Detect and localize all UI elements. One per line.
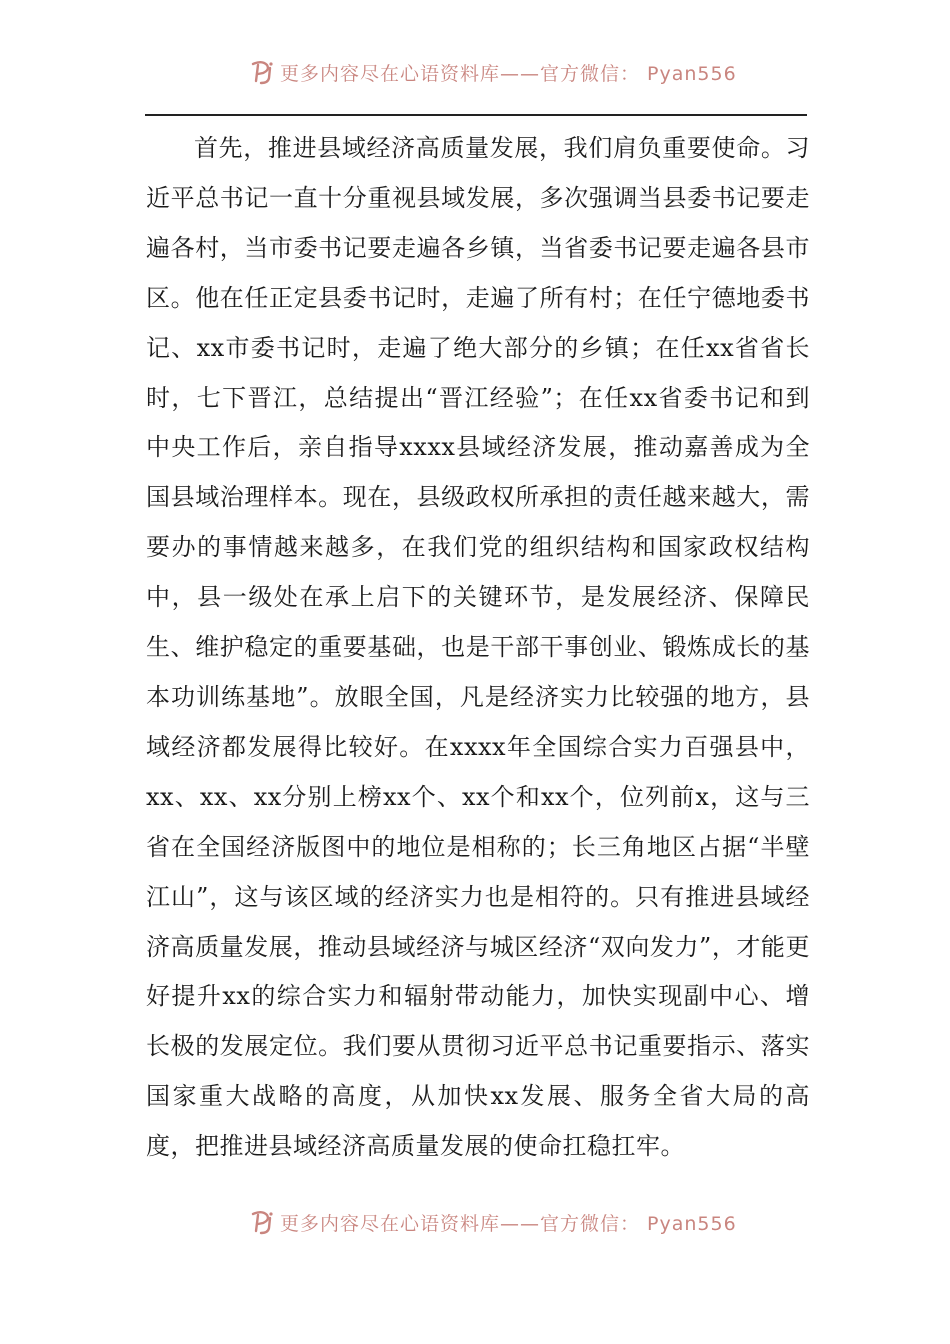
body-paragraph: 首先，推进县域经济高质量发展，我们肩负重要使命。习近平总书记一直十分重视县域发展，多次强调当县委书记要走遍各村，当市委书记要走遍各乡镇，当省委书记要走遍各县市区。他在任正定县委书记时，走遍了所有村；在任宁德地委书记、xx市委书记时，走遍了绝大部分的乡镇；在任xx省省长时，七下晋江，总结提出“晋江经验”；在任xx省委书记和到中央工作后，亲自指导xxxx县域经济发展，推动嘉善成为全国县域治理样本。现在，县级政权所承担的责任越来越大，需要办的事情越来越多，在我们党的组织结构和国家政权结构中，县一级处在承上启下的关键环节，是发展经济、保障民生、维护稳定的重要基础，也是干部干事创业、锻炼成长的基本功训练基地”。放眼全国，凡是经济实力比较强的地方，县域经济都发展得比较好。在xxxx年全国综合实力百强县中，xx、xx、xx分别上榜xx个、xx个和xx个，位列前x，这与三省在全国经济版图中的地位是相称的；长三角地区占据“半壁江山”，这与该区域的经济实力也是相符的。只有推进县域经济高质量发展，推动县域经济与城区经济“双向发力”，才能更好提升xx的综合实力和辐射带动能力，加快实现副中心、增长极的发展定位。我们要从贯彻习近平总书记重要指示、落实国家重大战略的高度，从加快xx发展、服务全省大局的高度，把推进县域经济高质量发展的使命扛稳扛牢。 — [146, 134, 810, 1161]
header-watermark — [248, 58, 737, 86]
footer-watermark-text: 更多内容尽在心语资料库——官方微信： Pyan556 — [280, 1212, 737, 1235]
header-watermark-text: 更多内容尽在心语资料库——官方微信： Pyan556 — [280, 62, 737, 85]
footer-watermark — [248, 1208, 737, 1236]
header-divider — [145, 114, 807, 116]
stylized-pj-logo-icon — [248, 1209, 276, 1235]
stylized-pj-logo-icon — [248, 59, 276, 85]
